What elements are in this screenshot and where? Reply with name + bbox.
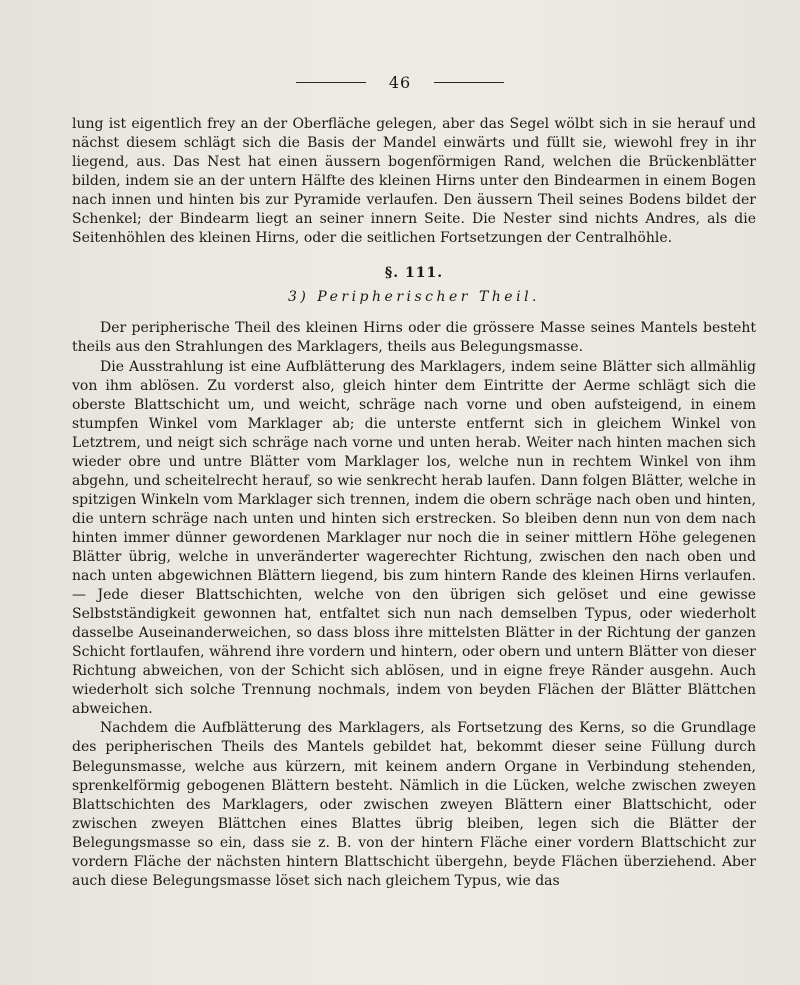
header-rule-right [434, 82, 504, 83]
paragraph: Nachdem die Aufblätterung des Marklagers, als Fortsetzung des Kerns, so die Grundlage des peripherischen Theils des Mantels gebildet hat, bekommt dieser seine Füllung durch Belegunsmasse, welche aus kürzern, mit keinem andern Organe in Verbindung stehenden, sprenkelförmig gebogenen Blättern besteht. Nämlich in die Lücken, welche zwischen zweyen Blattschichten des Marklagers, oder zwischen zweyen Blättern einer Blattschicht, oder zwischen zweyen Blättchen eines Blattes übrig bleiben, legen sich die Blätter der Belegungsmasse so ein, dass sie z. B. von der hintern Fläche einer vordern Blattschicht zur vordern Fläche der nächsten hintern Blattschicht übergehn, beyde Flächen überziehend. Aber auch diese Belegungsmasse löset sich nach gleichem Typus, wie das [72, 720, 756, 889]
section-title: 3) Peripherischer Theil. [287, 289, 540, 306]
section-number: §. 111. [384, 265, 444, 282]
header-rule-left [296, 82, 366, 83]
body-text [72, 115, 756, 891]
page-header [0, 72, 800, 92]
page-number: 46 [388, 73, 412, 92]
paragraph: lung ist eigentlich frey an der Oberfläche gelegen, aber das Segel wölbt sich in sie herauf und nächst diesem schlägt sich die Basis der Mandel einwärts und füllt sie, wiewohl frey in ihr liegend, aus. Das Nest hat einen äussern bogenförmigen Rand, welchen die Brückenblätter bilden, indem sie an der untern Hälfte des kleinen Hirns unter den Bindearmen in einem Bogen nach innen und hinten bis zur Pyramide verlaufen. Den äussern Theil seines Bodens bildet der Schenkel; der Bindearm liegt an seiner innern Seite. Die Nester sind nichts Andres, als die Seitenhöhlen des kleinen Hirns, oder die seitlichen Fortsetzungen der Centralhöhle. [72, 116, 756, 247]
paragraph: Die Ausstrahlung ist eine Aufblätterung des Marklagers, indem seine Blätter sich allmählig von ihm ablösen. Zu vorderst also, gleich hinter dem Eintritte der Aerme schlägt sich die oberste Blattschicht um, und weicht, schräge nach vorne und oben aufsteigend, in einem stumpfen Winkel vom Marklager ab; die unterste entfernt sich in gleichem Winkel von Letztrem, und neigt sich schräge nach vorne und unten herab. Weiter nach hinten machen sich wieder obre und untre Blätter vom Marklager los, welche nun in rechtem Winkel von ihm abgehn, und scheitelrecht herauf, so wie senkrecht herab laufen. Dann folgen Blätter, welche in spitzigen Winkeln vom Marklager sich trennen, indem die obern schräge nach oben und hinten, die untern schräge nach unten und hinten sich erstrecken. So bleiben denn nun von dem nach hinten immer dünner gewordenen Marklager nur noch die in seiner mittlern Höhe gelegenen Blätter übrig, welche in unveränderter wagerechter Richtung, zwischen den nach oben und nach unten abgewichnen Blättern liegend, bis zum hintern Rande des kleinen Hirns verlaufen. — Jede dieser Blattschichten, welche von den übrigen sich gelöset und eine gewisse Selbstständigkeit gewonnen hat, entfaltet sich nun nach demselben Typus, oder wiederholt dasselbe Auseinanderweichen, so dass bloss ihre mittelsten Blätter in der Richtung der ganzen Schicht fortlaufen, während ihre vordern und hintern, oder obern und untern Blätter von dieser Richtung abweichen, von der Schicht sich ablösen, und in eigne freye Ränder ausgehn. Auch wiederholt sich solche Trennung nochmals, indem von beyden Flächen der Blätter Blättchen abweichen. [72, 358, 756, 718]
paragraph: Der peripherische Theil des kleinen Hirns oder die grössere Masse seines Mantels besteht theils aus den Strahlungen des Marklagers, theils aus Belegungsmasse. [72, 320, 756, 356]
